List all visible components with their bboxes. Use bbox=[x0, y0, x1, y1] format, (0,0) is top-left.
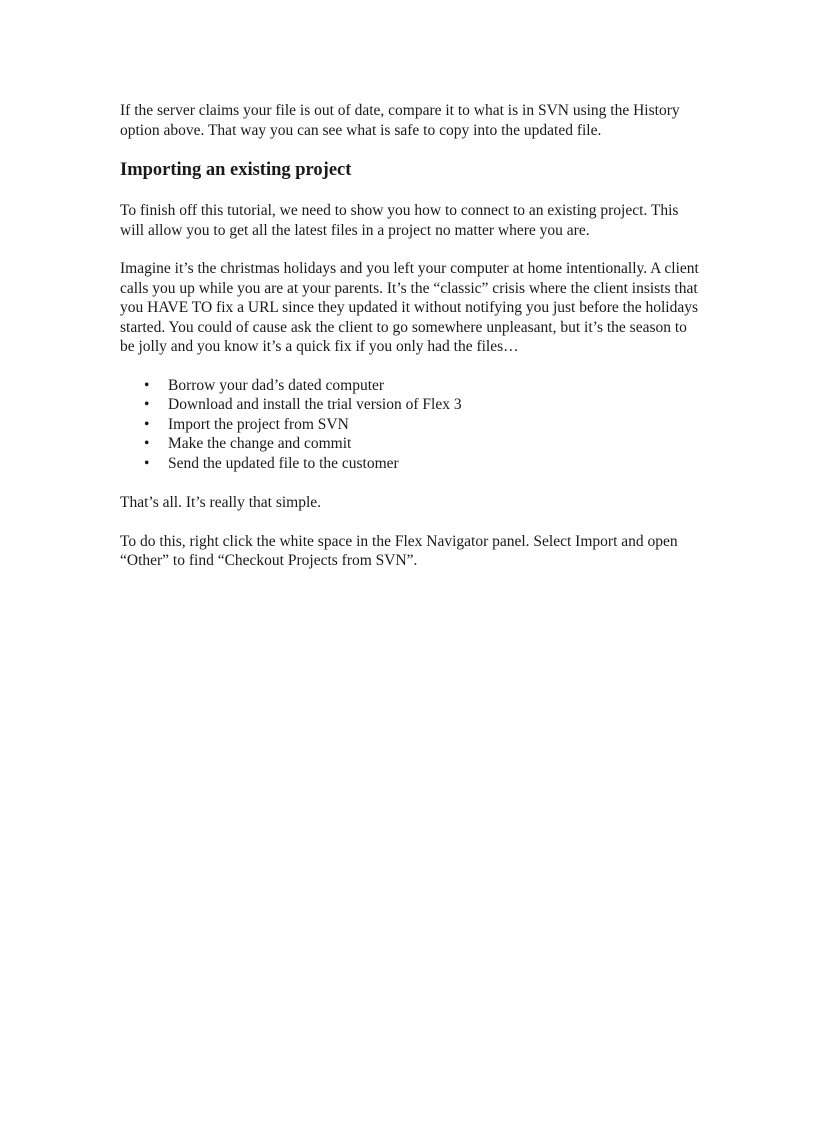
steps-list bbox=[120, 376, 700, 474]
document-page bbox=[120, 101, 700, 590]
list-item: • Make the change and commit bbox=[120, 434, 700, 454]
paragraph-summary: That’s all. It’s really that simple. bbox=[120, 494, 322, 511]
list-item: • Send the updated file to the customer bbox=[120, 454, 700, 474]
paragraph-instructions: To do this, right click the white space in the Flex Navigator panel. Select Import and open “Other” to find “Checkout Projects from SVN”. bbox=[120, 532, 678, 569]
section-heading: Importing an existing project bbox=[120, 160, 352, 180]
list-item: • Download and install the trial version of Flex 3 bbox=[120, 395, 700, 415]
paragraph-out-of-date: If the server claims your file is out of date, compare it to what is in SVN using the History option above. That way you can see what is safe to copy into the updated file. bbox=[120, 102, 680, 139]
list-item: • Borrow your dad’s dated computer bbox=[120, 376, 700, 396]
list-item: • Import the project from SVN bbox=[120, 415, 700, 435]
paragraph-intro: To finish off this tutorial, we need to show you how to connect to an existing project. This will allow you to get all the latest files in a project no matter where you are. bbox=[120, 202, 679, 239]
paragraph-scenario: Imagine it’s the christmas holidays and you left your computer at home intentionally. A client calls you up while you are at your parents. It’s the “classic” crisis where the client insists that you HAVE TO fix a URL since they updated it without notifying you just before the holidays started. You could of cause ask the client to go somewhere unpleasant, but it’s the season to be jolly and you know it’s a quick fix if you only had the files… bbox=[120, 260, 699, 355]
